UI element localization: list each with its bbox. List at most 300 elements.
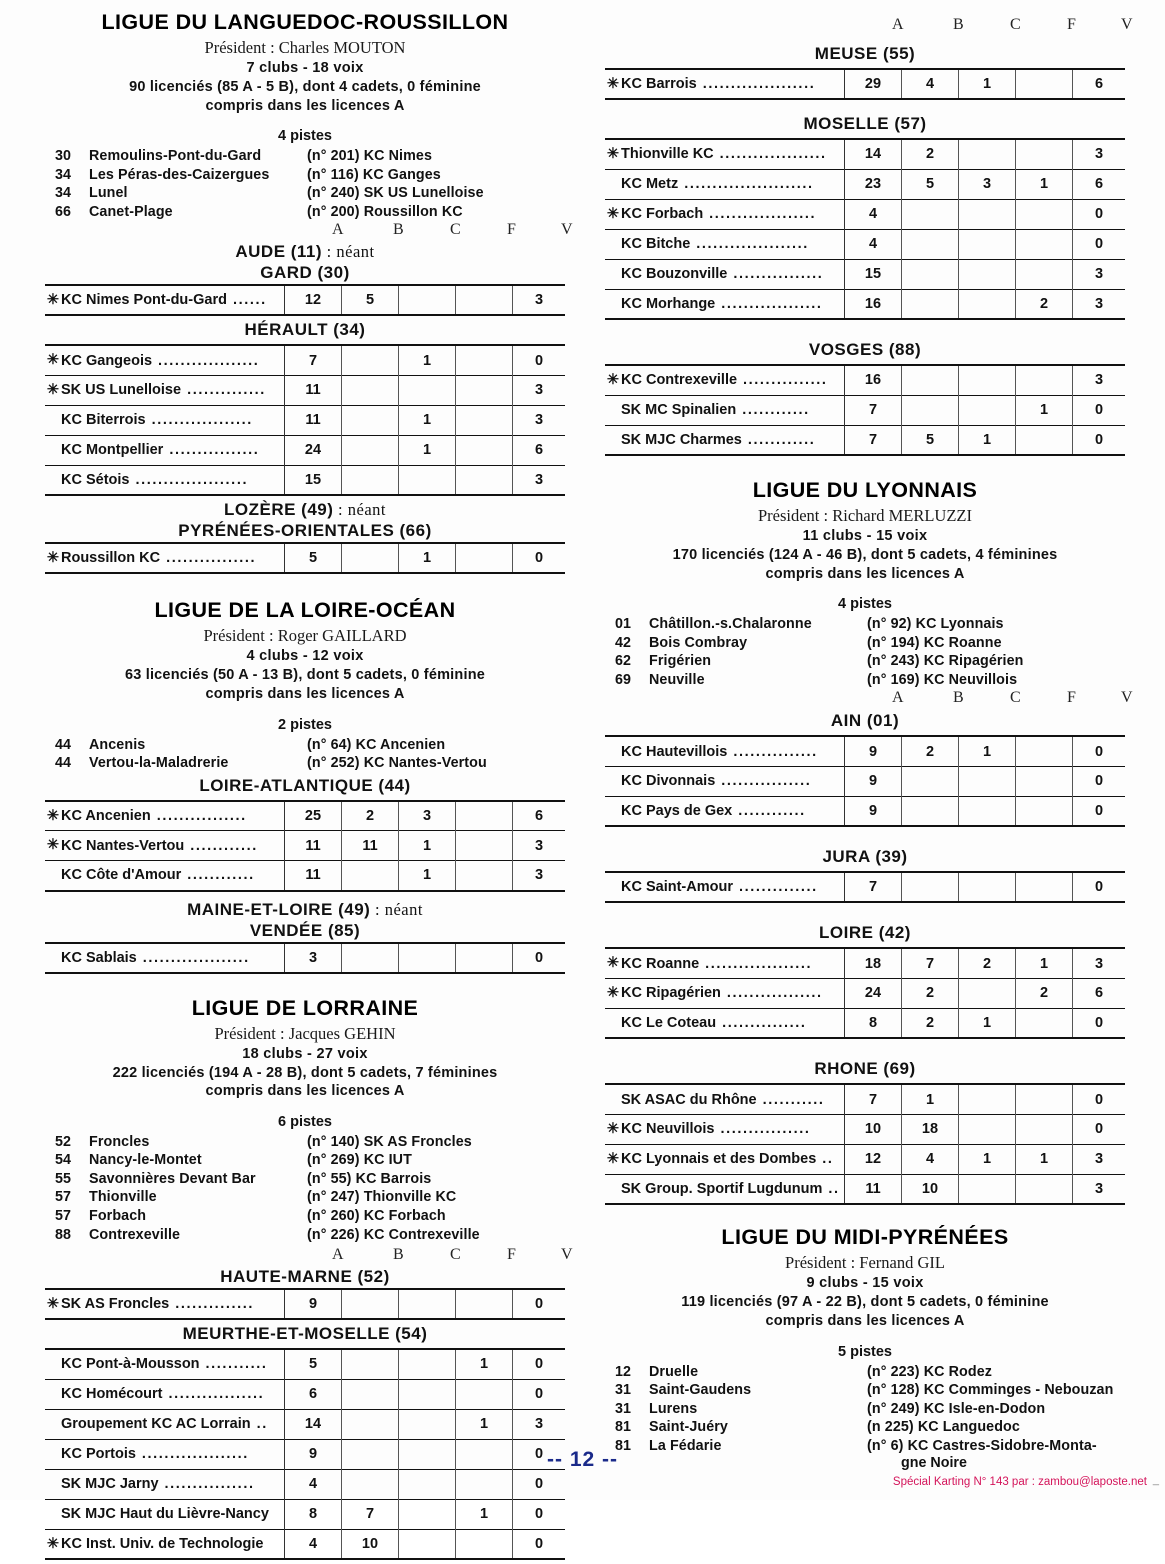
row-star [605,872,621,902]
leader-dots: .................... [702,76,816,92]
table-row [605,139,1125,169]
table-row [605,948,1125,978]
piste-club-name: KC Lyonnais [915,616,1004,633]
row-value-v: 0 [1073,199,1126,229]
piste-dept: 57 [55,1208,72,1225]
row-value-b [902,259,959,289]
row-club-name [61,375,285,405]
leader-dots: ........... [762,1091,825,1108]
table-row [45,801,565,831]
league-licencies-line1: 119 licenciés (97 A - 22 B), dont 5 cadets, 0 féminine [681,1294,1049,1311]
leader-dots: .............. [175,1296,255,1313]
row-value-c: 2 [959,948,1016,978]
piste-place: Froncles [89,1133,150,1150]
table-row [45,1349,565,1379]
table-row [45,1289,565,1319]
league-licencies-line2: compris dans les licences A [765,565,965,582]
row-star [605,289,621,319]
leader-dots: .............. [187,382,266,399]
row-value-b: 11 [342,831,399,861]
piste-club-name: KC Ganges [362,166,441,183]
league-title: LIGUE DE LORRAINE [191,995,419,1020]
table-row [45,1409,565,1439]
club-label: KC Pays de Gex [621,803,733,820]
row-value-b: 2 [902,139,959,169]
row-value-c [959,229,1016,259]
row-value-b [342,861,399,891]
league-licencies-line2: compris dans les licences A [765,1312,965,1329]
club-label: KC Sétois [61,472,130,489]
row-value-b [342,405,399,435]
row-value-b: 18 [902,1114,959,1144]
club-label: KC Saint-Amour [621,879,733,896]
row-value-b [902,365,959,395]
row-club-name [61,543,285,573]
row-value-f [456,375,513,405]
row-value-b [342,1289,399,1319]
piste-number: (n° 240) [307,185,360,202]
row-club-name [621,1174,845,1204]
row-value-v: 3 [1073,1144,1126,1174]
piste-place: La Fédarie [649,1437,722,1454]
club-label: KC Gangeois [61,352,153,369]
league-header-midi-pyrenees [605,1225,1125,1330]
row-star: ✳ [46,352,60,369]
club-label: KC Nantes-Vertou [61,837,185,854]
row-value-a: 15 [845,259,902,289]
club-label: KC Sablais [61,949,137,966]
piste-number: (n° 140) [307,1133,360,1150]
leader-dots: .................... [135,472,249,489]
row-value-v: 0 [513,1349,566,1379]
piste-club [307,736,565,755]
row-club-name [61,345,285,375]
column-header-c: C [1010,16,1021,33]
row-star: ✳ [46,292,60,309]
club-label: KC Forbach [621,206,704,222]
row-value-f [456,543,513,573]
piste-place: Remoulins-Pont-du-Gard [89,148,262,165]
column-header-f: F [507,221,516,239]
piste-number: (n° 243) [867,653,920,670]
table-row [45,375,565,405]
league-header-languedoc [45,10,565,115]
dept-name: MAINE-ET-LOIRE (49) [187,899,371,919]
league-clubs-votes: 7 clubs - 18 voix [246,60,364,76]
leader-dots: ............ [747,431,816,448]
row-star [605,1008,621,1038]
piste-number: (n° 249) [867,1400,920,1417]
row-value-f [1016,365,1073,395]
piste-item [45,147,565,166]
table-loire-atlantique [45,800,565,892]
row-value-v: 0 [1073,796,1126,826]
pistes-count: 2 pistes [278,716,332,733]
leader-dots: ................ [164,1476,255,1493]
piste-club-name: KC Ancenien [355,736,446,753]
row-value-c [959,365,1016,395]
piste-item [45,203,565,222]
row-value-v: 6 [1073,978,1126,1008]
row-club-name [61,435,285,465]
piste-list [45,147,565,221]
leader-dots: ................ [721,773,812,790]
dept-title-gard: GARD (30) [260,263,350,283]
table-row [45,1529,565,1559]
row-value-b [342,1469,399,1499]
piste-dept: 88 [55,1226,72,1243]
league-president: Président : Jacques GEHIN [214,1023,396,1043]
dept-title-moselle: MOSELLE (57) [803,114,927,133]
row-club-name [621,978,845,1008]
table-row [605,259,1125,289]
club-label: SK MJC Jarny [61,1476,159,1493]
row-value-b: 2 [902,978,959,1008]
dept-title-meuse: MEUSE (55) [814,44,916,63]
row-star: ✳ [46,807,60,824]
row-value-c [399,1469,456,1499]
row-value-f [456,1529,513,1559]
row-value-f: 1 [1016,948,1073,978]
piste-club-name: Roussillon KC [363,203,463,220]
row-star [605,169,621,199]
row-star [45,405,61,435]
page-number: -- 12 -- [547,1448,618,1471]
row-value-f [456,1379,513,1409]
piste-dept: 54 [55,1152,72,1169]
table-row [45,405,565,435]
row-value-c [399,1409,456,1439]
leader-dots: .................. [158,352,260,369]
row-value-v: 0 [513,1379,566,1409]
table-row [45,465,565,495]
row-value-a: 9 [845,796,902,826]
dept-name: LOZÈRE (49) [224,500,334,520]
club-label: KC Bouzonville [621,266,728,282]
piste-item [45,166,565,185]
table-row [605,425,1125,455]
piste-dept: 62 [615,653,632,670]
row-club-name [61,943,285,973]
piste-item [605,1418,1125,1437]
piste-club-name: KC Languedoc [917,1419,1020,1436]
row-star: ✳ [606,955,620,972]
row-value-b: 2 [342,801,399,831]
row-value-c: 1 [399,861,456,891]
league-clubs-votes: 11 clubs - 15 voix [802,528,928,544]
table-pyrenees-orientales [45,542,565,574]
league-president: Président : Richard MERLUZZI [757,506,972,525]
row-value-b: 10 [902,1174,959,1204]
row-value-c [399,465,456,495]
table-gard [45,284,565,316]
piste-number: (n° 201) [307,148,360,165]
row-value-v: 0 [1073,872,1126,902]
league-licencies-line1: 63 licenciés (50 A - 13 B), dont 5 cadets, 0 féminine [124,667,486,684]
table-moselle [605,138,1125,320]
club-label: KC Montpellier [61,442,164,459]
leader-dots: ................. [168,1386,265,1403]
row-value-a: 16 [845,365,902,395]
piste-dept: 44 [55,736,72,753]
piste-club [867,1400,1125,1419]
piste-item [45,1170,565,1189]
row-value-f [456,831,513,861]
leader-dots: .. [256,1416,268,1433]
row-star [45,465,61,495]
piste-dept: 42 [615,634,632,651]
row-star: ✳ [605,978,621,1008]
row-club-name [621,229,845,259]
row-club-name [61,1379,285,1409]
row-value-f: 1 [456,1499,513,1529]
row-value-a: 8 [845,1008,902,1038]
column-header-a: A [892,16,904,33]
row-value-b: 7 [342,1499,399,1529]
row-value-b: 2 [902,1008,959,1038]
column-header-v: V [561,221,573,239]
row-value-b: 1 [902,1084,959,1114]
club-label: Thionville KC [621,146,714,163]
piste-club-name: KC Neuvillois [923,671,1018,688]
row-value-c [959,289,1016,319]
piste-list [605,615,1125,689]
row-club-name [61,1529,285,1559]
table-meuse [605,68,1125,100]
row-value-b [342,375,399,405]
leader-dots: ............ [187,867,255,884]
leader-dots: ............ [190,837,258,854]
row-value-c [959,872,1016,902]
row-value-f: 1 [456,1409,513,1439]
row-value-v: 0 [513,1469,566,1499]
pistes-count: 4 pistes [278,128,332,145]
piste-dept: 34 [55,166,72,183]
row-star [45,1469,61,1499]
row-value-c: 1 [959,1144,1016,1174]
column-header-v: V [561,1246,573,1264]
table-haute-marne [45,1288,565,1320]
row-value-a: 9 [845,766,902,796]
table-row [605,766,1125,796]
row-value-a: 15 [285,465,342,495]
piste-place: Lunel [89,185,128,202]
row-club-name [621,948,845,978]
row-club-name [621,139,845,169]
piste-club [307,1170,565,1189]
piste-club [307,1133,565,1152]
row-value-f: 1 [1016,169,1073,199]
piste-place: Savonnières Devant Bar [89,1170,256,1187]
table-row [605,872,1125,902]
row-value-f [1016,1114,1073,1144]
club-label: KC Barrois [621,76,697,92]
piste-club [307,147,565,166]
row-value-v: 3 [1073,289,1126,319]
piste-number: (n° 247) [307,1189,360,1206]
row-value-v: 6 [1073,69,1126,99]
row-value-f [1016,1008,1073,1038]
row-value-c [399,1349,456,1379]
league-title: LIGUE DE LA LOIRE-OCÉAN [154,598,456,623]
dept-title-pyrenees-orientales: PYRÉNÉES-ORIENTALES (66) [178,521,432,541]
right-column [605,0,1133,1472]
league-header-lyonnais [605,478,1125,583]
row-value-c [959,139,1016,169]
row-value-c [959,259,1016,289]
left-column [45,0,573,1564]
row-value-f [1016,199,1073,229]
piste-place: Neuville [649,671,705,688]
row-value-b [342,543,399,573]
club-label: SK Group. Sportif Lugdunum [621,1181,823,1198]
row-value-c: 1 [959,1008,1016,1038]
leader-dots: ................... [705,955,813,972]
piste-item [605,671,1125,690]
row-value-a: 16 [845,289,902,319]
row-value-c [959,1114,1016,1144]
piste-club-name: KC Roanne [923,634,1002,651]
row-value-a: 4 [845,199,902,229]
column-header-a: A [892,689,904,707]
dept-title-lozere [45,500,565,520]
row-value-b [342,345,399,375]
column-header-a: A [332,221,344,239]
piste-item [45,1207,565,1226]
row-value-b: 5 [902,169,959,199]
table-row [45,345,565,375]
row-value-c: 3 [959,169,1016,199]
league-licencies-line1: 170 licenciés (124 A - 46 B), dont 5 cadets, 4 féminines [672,547,1058,563]
row-value-b [342,943,399,973]
table-row [605,1114,1125,1144]
leader-dots: .................. [151,412,253,429]
row-value-f [456,1289,513,1319]
leader-dots: .. [828,1181,840,1198]
row-club-name [621,199,845,229]
piste-number: (n° 116) [307,166,359,183]
leader-dots: .. [822,1151,834,1168]
row-value-f [456,861,513,891]
league-licencies-line1: 90 licenciés (85 A - 5 B), dont 4 cadets, 0 féminine [129,79,481,95]
piste-place: Les Péras-des-Caizergues [89,166,270,183]
club-label: KC Neuvillois [621,1121,715,1138]
row-value-f [1016,872,1073,902]
club-label: SK AS Froncles [61,1296,170,1313]
league-title: LIGUE DU LANGUEDOC-ROUSSILLON [101,10,509,34]
piste-item [605,1381,1125,1400]
row-star: ✳ [605,199,621,229]
piste-place: Frigérien [649,653,712,670]
row-value-f [456,405,513,435]
row-value-a: 11 [285,831,342,861]
row-value-c: 1 [399,435,456,465]
league-header-loire-ocean [45,598,565,703]
column-header-v: V [1121,689,1133,707]
row-value-c [959,978,1016,1008]
row-value-a: 10 [845,1114,902,1144]
row-value-b: 4 [902,1144,959,1174]
piste-item [605,615,1125,634]
piste-place: Druelle [649,1363,699,1380]
row-value-v: 3 [513,1409,566,1439]
piste-dept: 12 [615,1363,632,1380]
row-value-b [902,766,959,796]
dept-title-herault: HÉRAULT (34) [244,320,366,340]
table-vendee [45,942,565,974]
table-row [45,1499,565,1529]
row-value-f: 2 [1016,978,1073,1008]
row-star [605,425,621,455]
piste-place: Vertou-la-Maladrerie [89,755,229,772]
club-label: KC Morhange [621,295,716,312]
table-rhone [605,1083,1125,1205]
league-clubs-votes: 18 clubs - 27 voix [242,1045,368,1062]
piste-item [45,736,565,755]
row-value-b [902,199,959,229]
column-header-c: C [450,221,461,239]
piste-dept: 52 [55,1133,72,1150]
row-value-a: 11 [285,861,342,891]
row-value-a: 4 [845,229,902,259]
piste-item [45,184,565,203]
piste-dept: 34 [55,185,72,202]
piste-item [605,1363,1125,1382]
piste-club-name: KC Barrois [355,1170,432,1187]
piste-club-name: KC IUT [363,1152,412,1169]
piste-dept: 01 [615,616,632,633]
club-label: KC Metz [621,176,679,192]
leader-dots: ....................... [684,176,814,192]
leader-dots: ................. [726,985,823,1002]
row-club-name [621,69,845,99]
row-club-name [621,736,845,766]
row-value-a: 7 [845,872,902,902]
row-club-name [61,1469,285,1499]
row-value-v: 3 [513,375,566,405]
piste-item [45,1226,565,1245]
column-header-b: B [953,689,964,707]
row-value-b [902,229,959,259]
row-star [605,1084,621,1114]
piste-item [45,1151,565,1170]
table-vosges [605,364,1125,456]
row-club-name [61,285,285,315]
piste-number: (n° 226) [307,1226,360,1243]
row-value-v: 6 [513,435,566,465]
row-star [605,736,621,766]
row-value-a: 8 [285,1499,342,1529]
row-star: ✳ [606,372,620,388]
row-value-v: 0 [513,1289,566,1319]
piste-list [45,736,565,773]
row-star: ✳ [605,1114,621,1144]
piste-item [605,634,1125,653]
pistes-count: 5 pistes [838,1343,892,1360]
row-value-b [342,1349,399,1379]
row-club-name [61,801,285,831]
piste-dept: 66 [55,203,72,220]
league-clubs-votes: 9 clubs - 15 voix [806,1275,924,1292]
dept-title-vosges: VOSGES (88) [808,340,922,359]
piste-number: (n° 92) [867,616,912,633]
row-value-v: 3 [1073,948,1126,978]
table-ain [605,735,1125,827]
piste-dept: 31 [615,1400,632,1417]
row-value-v: 0 [1073,1084,1126,1114]
piste-club [867,1363,1125,1382]
column-header-b: B [393,221,404,239]
